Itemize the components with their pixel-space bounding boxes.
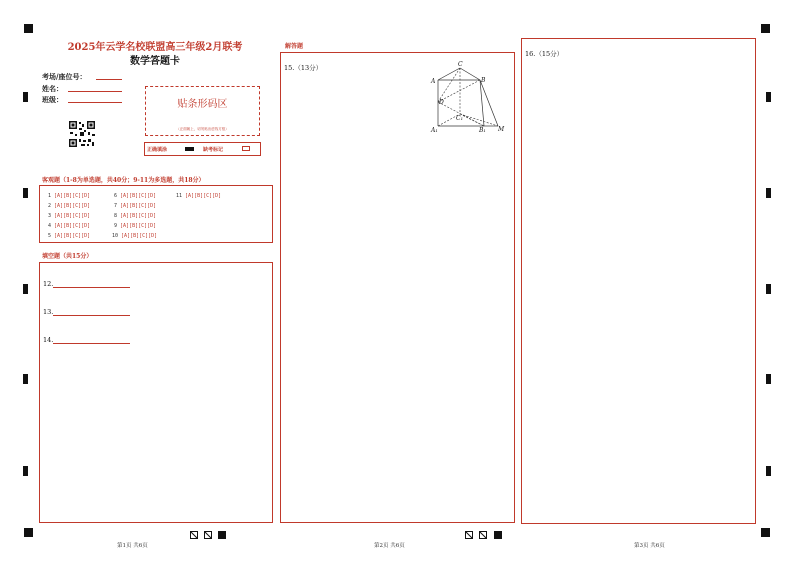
fill-blank-section-title: 填空题（共15分） <box>42 253 93 260</box>
figure-label-c1: C₁ <box>456 115 463 122</box>
question-row-10: 10 [A][B][C][D] <box>112 233 158 239</box>
figure-label-b: B <box>481 77 486 84</box>
question-row-5: 5 [A][B][C][D] <box>48 233 91 239</box>
question-13-answer[interactable] <box>53 315 130 316</box>
option-d[interactable]: [D] <box>147 193 157 199</box>
option-d[interactable]: [D] <box>81 223 91 229</box>
figure-label-c: C <box>458 61 463 68</box>
timing-mark <box>23 92 28 102</box>
page-mark-solid-icon <box>494 531 502 539</box>
option-a[interactable]: [A] <box>121 233 131 239</box>
page-number-2: 第2页 共6页 <box>374 543 405 549</box>
name-label: 姓名： <box>42 84 63 93</box>
option-c[interactable]: [C] <box>72 223 82 229</box>
question-12-label: 12. <box>43 280 54 288</box>
option-a[interactable]: [A] <box>54 233 64 239</box>
question-14-label: 14. <box>43 336 54 344</box>
option-d[interactable]: [D] <box>212 193 222 199</box>
question-15-label: 15.（13分） <box>284 64 323 72</box>
option-c[interactable]: [C] <box>138 213 148 219</box>
exam-seat-input[interactable] <box>96 79 122 80</box>
class-input[interactable] <box>68 102 122 103</box>
option-a[interactable]: [A] <box>120 203 130 209</box>
name-input[interactable] <box>68 91 122 92</box>
option-c[interactable]: [C] <box>72 203 82 209</box>
question-row-1: 1 [A][B][C][D] <box>48 193 91 199</box>
correct-fill-sample-icon <box>185 147 194 151</box>
page-number-1: 第1页 共6页 <box>117 543 148 549</box>
option-b[interactable]: [B] <box>63 223 73 229</box>
option-d[interactable]: [D] <box>81 233 91 239</box>
barcode-title: 贴条形码区 <box>177 99 228 110</box>
option-b[interactable]: [B] <box>129 223 139 229</box>
option-d[interactable]: [D] <box>147 203 157 209</box>
question-12-answer[interactable] <box>53 287 130 288</box>
page-subtitle: 数学答题卡 <box>130 56 180 67</box>
barcode-area <box>145 86 260 136</box>
option-d[interactable]: [D] <box>81 213 91 219</box>
option-c[interactable]: [C] <box>138 193 148 199</box>
question-row-7: 7 [A][B][C][D] <box>114 203 157 209</box>
timing-mark <box>766 188 771 198</box>
timing-mark <box>23 188 28 198</box>
class-label: 班级： <box>42 95 63 104</box>
option-d[interactable]: [D] <box>147 213 157 219</box>
page-mark-slash-icon <box>190 531 198 539</box>
option-a[interactable]: [A] <box>54 213 64 219</box>
page-mark-slash-icon <box>465 531 473 539</box>
option-c[interactable]: [C] <box>72 213 82 219</box>
objective-section-title: 客观题（1-8为单选题，共40分；9-11为多选题，共18分） <box>42 177 205 184</box>
question-row-2: 2 [A][B][C][D] <box>48 203 91 209</box>
option-c[interactable]: [C] <box>138 223 148 229</box>
option-a[interactable]: [A] <box>54 193 64 199</box>
page-mark-solid-icon <box>218 531 226 539</box>
page-mark-slash-icon <box>479 531 487 539</box>
option-d[interactable]: [D] <box>148 233 158 239</box>
option-d[interactable]: [D] <box>147 223 157 229</box>
figure-label-a1: A₁ <box>431 127 438 134</box>
timing-mark <box>766 92 771 102</box>
barcode-note: （正面朝上，切勿贴出虚线方框） <box>176 127 229 131</box>
timing-mark <box>24 528 33 537</box>
exam-seat-label: 考场/座位号： <box>42 72 87 81</box>
absent-mark-checkbox[interactable] <box>242 146 250 151</box>
option-a[interactable]: [A] <box>120 213 130 219</box>
option-a[interactable]: [A] <box>185 193 195 199</box>
question-row-4: 4 [A][B][C][D] <box>48 223 91 229</box>
option-c[interactable]: [C] <box>138 203 148 209</box>
option-b[interactable]: [B] <box>63 203 73 209</box>
timing-mark <box>766 466 771 476</box>
timing-mark <box>766 374 771 384</box>
timing-mark <box>23 374 28 384</box>
option-b[interactable]: [B] <box>130 233 140 239</box>
page-number-3: 第3页 共6页 <box>634 543 665 549</box>
option-b[interactable]: [B] <box>63 233 73 239</box>
option-b[interactable]: [B] <box>129 213 139 219</box>
option-c[interactable]: [C] <box>203 193 213 199</box>
figure-label-m: M <box>498 126 505 133</box>
option-b[interactable]: [B] <box>194 193 204 199</box>
absent-mark-label: 缺考标记 <box>203 147 224 153</box>
option-c[interactable]: [C] <box>139 233 149 239</box>
question-row-8: 8 [A][B][C][D] <box>114 213 157 219</box>
timing-mark <box>761 528 770 537</box>
objective-box <box>39 185 273 243</box>
option-b[interactable]: [B] <box>63 213 73 219</box>
option-c[interactable]: [C] <box>72 233 82 239</box>
option-b[interactable]: [B] <box>129 193 139 199</box>
timing-mark <box>761 24 770 33</box>
prism-figure <box>428 58 508 138</box>
fill-legend <box>144 142 261 156</box>
timing-mark <box>23 284 28 294</box>
option-d[interactable]: [D] <box>81 193 91 199</box>
page-title: 2025年云学名校联盟高三年级2月联考 <box>67 42 243 53</box>
question-row-6: 6 [A][B][C][D] <box>114 193 157 199</box>
correct-fill-label: 正确填涂 <box>147 147 168 153</box>
option-d[interactable]: [D] <box>81 203 91 209</box>
question-16-box[interactable] <box>521 38 756 524</box>
option-b[interactable]: [B] <box>129 203 139 209</box>
question-row-11: 11 [A][B][C][D] <box>176 193 222 199</box>
question-row-3: 3 [A][B][C][D] <box>48 213 91 219</box>
timing-mark <box>24 24 33 33</box>
question-row-9: 9 [A][B][C][D] <box>114 223 157 229</box>
question-16-label: 16.（15分） <box>525 50 564 58</box>
timing-mark <box>23 466 28 476</box>
fill-blank-box <box>39 262 273 523</box>
timing-mark <box>766 284 771 294</box>
option-b[interactable]: [B] <box>63 193 73 199</box>
option-a[interactable]: [A] <box>54 223 64 229</box>
qr-code-icon <box>68 120 96 148</box>
option-a[interactable]: [A] <box>120 193 130 199</box>
option-c[interactable]: [C] <box>72 193 82 199</box>
option-a[interactable]: [A] <box>54 203 64 209</box>
option-a[interactable]: [A] <box>120 223 130 229</box>
question-14-answer[interactable] <box>53 343 130 344</box>
solution-section-title: 解答题 <box>285 43 304 50</box>
figure-label-b1: B₁ <box>479 127 486 134</box>
figure-label-a: A <box>431 78 436 85</box>
figure-label-d: D <box>439 99 444 106</box>
question-13-label: 13. <box>43 308 54 316</box>
page-mark-slash-icon <box>204 531 212 539</box>
